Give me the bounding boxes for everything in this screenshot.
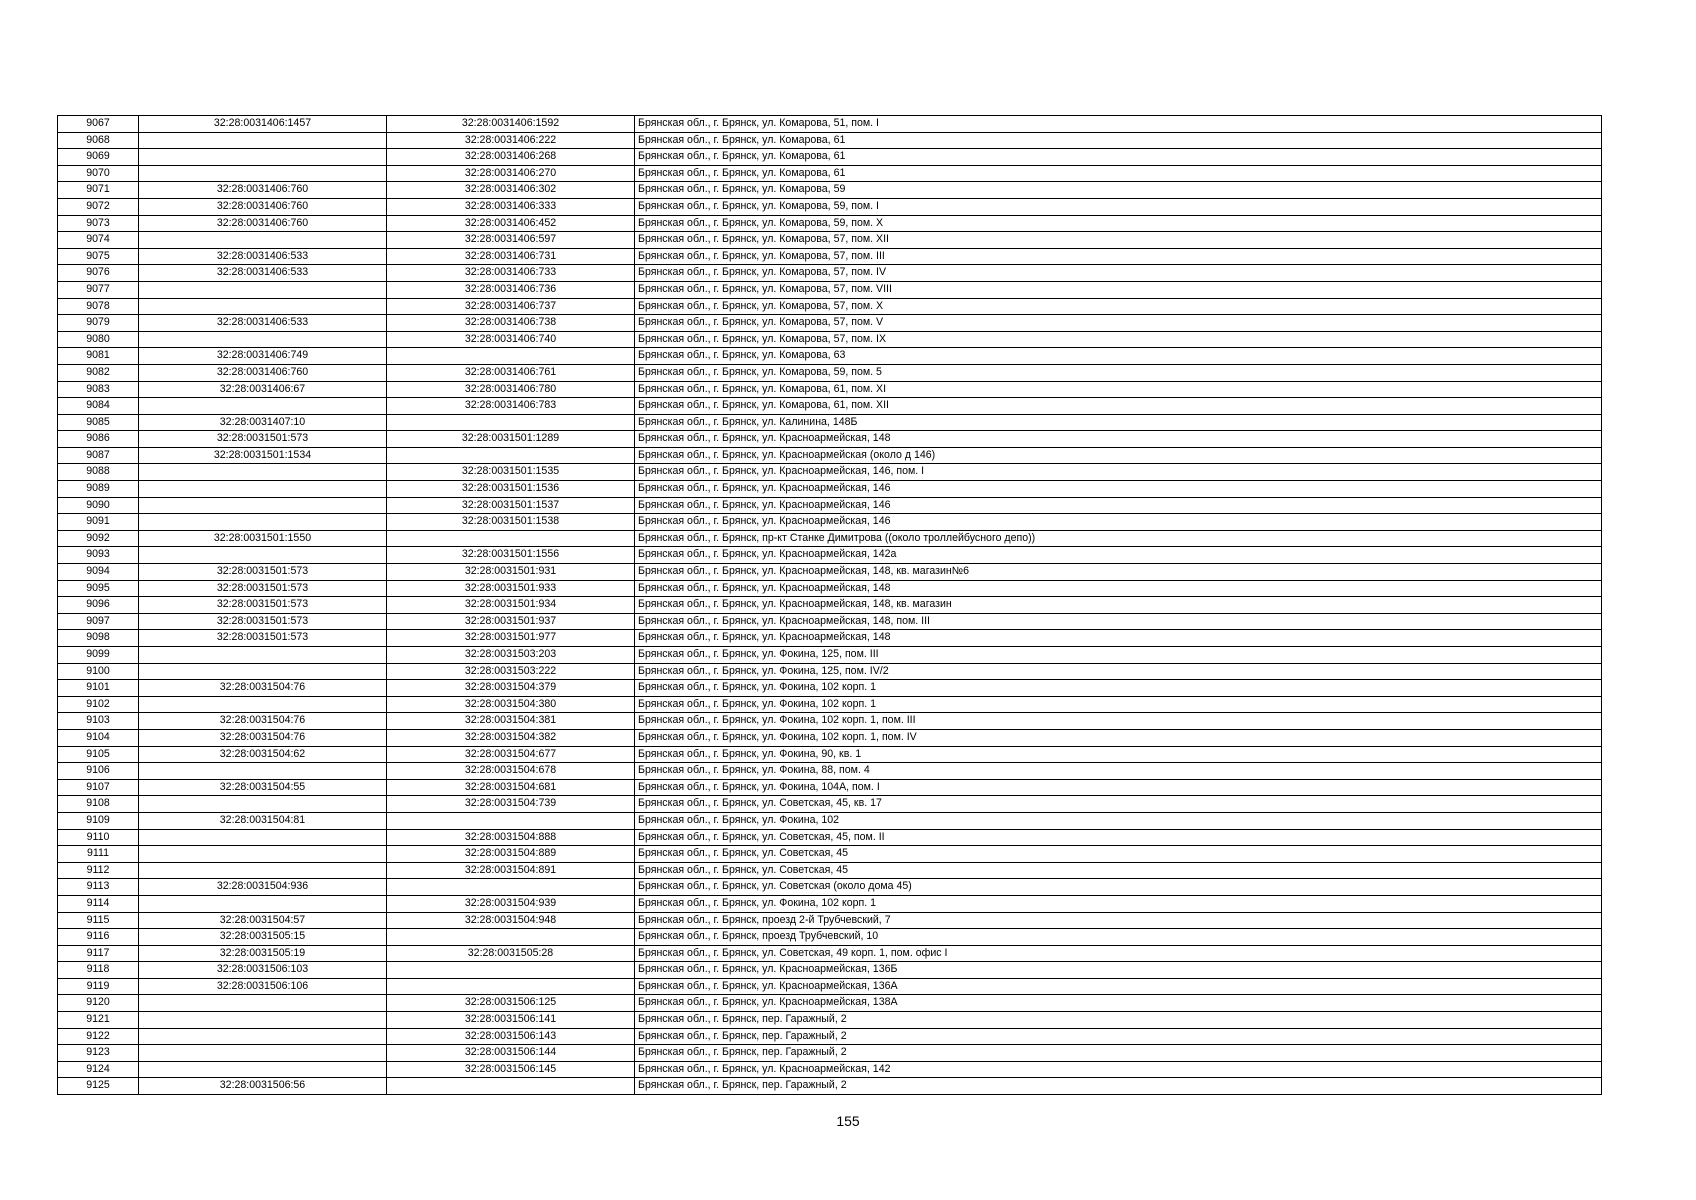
parcel-cadastral-cell: 32:28:0031504:76 [139,680,387,697]
parcel-cadastral-cell: 32:28:0031501:1534 [139,447,387,464]
row-number-cell: 9102 [58,696,139,713]
parcel-cadastral-cell: 32:28:0031406:760 [139,215,387,232]
row-number-cell: 9115 [58,912,139,929]
table-row [58,514,1602,531]
row-number-cell: 9092 [58,530,139,547]
table-row [58,381,1602,398]
address-cell: Брянская обл., г. Брянск, ул. Советская, 45, пом. II [635,829,1602,846]
object-cadastral-cell: 32:28:0031406:783 [387,398,635,415]
address-cell: Брянская обл., г. Брянск, ул. Советская, 45, кв. 17 [635,796,1602,813]
object-cadastral-cell: 32:28:0031504:678 [387,763,635,780]
parcel-cadastral-cell [139,895,387,912]
table-row [58,846,1602,863]
table-row [58,879,1602,896]
object-cadastral-cell: 32:28:0031504:939 [387,895,635,912]
parcel-cadastral-cell [139,298,387,315]
row-number-cell: 9118 [58,962,139,979]
table-row [58,132,1602,149]
parcel-cadastral-cell: 32:28:0031501:573 [139,580,387,597]
parcel-cadastral-cell: 32:28:0031504:76 [139,713,387,730]
parcel-cadastral-cell [139,663,387,680]
address-cell: Брянская обл., г. Брянск, пер. Гаражный, 2 [635,1045,1602,1062]
parcel-cadastral-cell: 32:28:0031501:573 [139,597,387,614]
parcel-cadastral-cell [139,796,387,813]
page-number: 155 [836,1113,860,1129]
parcel-cadastral-cell [139,232,387,249]
row-number-cell: 9078 [58,298,139,315]
parcel-cadastral-cell: 32:28:0031504:936 [139,879,387,896]
table-row [58,547,1602,564]
object-cadastral-cell: 32:28:0031501:931 [387,564,635,581]
object-cadastral-cell: 32:28:0031406:270 [387,165,635,182]
parcel-cadastral-cell [139,132,387,149]
address-cell: Брянская обл., г. Брянск, пр-кт Станке Димитрова ((около троллейбусного депо)) [635,530,1602,547]
row-number-cell: 9106 [58,763,139,780]
parcel-cadastral-cell [139,149,387,166]
parcel-cadastral-cell: 32:28:0031406:760 [139,198,387,215]
table-row [58,530,1602,547]
row-number-cell: 9074 [58,232,139,249]
table-row [58,165,1602,182]
address-cell: Брянская обл., г. Брянск, ул. Комарова, 59, пом. 5 [635,364,1602,381]
row-number-cell: 9103 [58,713,139,730]
address-cell: Брянская обл., г. Брянск, ул. Комарова, 59, пом. X [635,215,1602,232]
object-cadastral-cell: 32:28:0031406:736 [387,281,635,298]
address-cell: Брянская обл., г. Брянск, ул. Красноармейская, 146 [635,481,1602,498]
parcel-cadastral-cell: 32:28:0031406:760 [139,364,387,381]
table-row [58,1028,1602,1045]
object-cadastral-cell: 32:28:0031406:780 [387,381,635,398]
address-cell: Брянская обл., г. Брянск, ул. Красноармейская, 148 [635,431,1602,448]
parcel-cadastral-cell [139,1028,387,1045]
address-cell: Брянская обл., г. Брянск, ул. Комарова, 61, пом. XII [635,398,1602,415]
parcel-cadastral-cell: 32:28:0031406:760 [139,182,387,199]
address-cell: Брянская обл., г. Брянск, ул. Советская, 45 [635,862,1602,879]
address-cell: Брянская обл., г. Брянск, ул. Комарова, 57, пом. IV [635,265,1602,282]
row-number-cell: 9108 [58,796,139,813]
address-cell: Брянская обл., г. Брянск, ул. Комарова, 61 [635,165,1602,182]
object-cadastral-cell [387,414,635,431]
row-number-cell: 9114 [58,895,139,912]
row-number-cell: 9067 [58,116,139,133]
address-cell: Брянская обл., г. Брянск, ул. Комарова, 51, пом. I [635,116,1602,133]
address-cell: Брянская обл., г. Брянск, ул. Комарова, 59, пом. I [635,198,1602,215]
table-row [58,1045,1602,1062]
table-row [58,149,1602,166]
object-cadastral-cell: 32:28:0031501:1537 [387,497,635,514]
address-cell: Брянская обл., г. Брянск, ул. Фокина, 102 корп. 1 [635,895,1602,912]
table-row [58,962,1602,979]
object-cadastral-cell: 32:28:0031501:1289 [387,431,635,448]
parcel-cadastral-cell [139,862,387,879]
address-cell: Брянская обл., г. Брянск, пер. Гаражный, 2 [635,1078,1602,1095]
address-cell: Брянская обл., г. Брянск, ул. Комарова, 57, пом. III [635,248,1602,265]
row-number-cell: 9068 [58,132,139,149]
parcel-cadastral-cell: 32:28:0031406:749 [139,348,387,365]
row-number-cell: 9087 [58,447,139,464]
registry-table [57,115,1602,1095]
parcel-cadastral-cell [139,696,387,713]
parcel-cadastral-cell: 32:28:0031504:81 [139,812,387,829]
table-row [58,597,1602,614]
address-cell: Брянская обл., г. Брянск, ул. Комарова, 57, пом. X [635,298,1602,315]
object-cadastral-cell: 32:28:0031406:761 [387,364,635,381]
object-cadastral-cell: 32:28:0031406:733 [387,265,635,282]
object-cadastral-cell: 32:28:0031501:934 [387,597,635,614]
address-cell: Брянская обл., г. Брянск, ул. Фокина, 102 корп. 1, пом. III [635,713,1602,730]
address-cell: Брянская обл., г. Брянск, ул. Фокина, 104А, пом. I [635,779,1602,796]
object-cadastral-cell: 32:28:0031504:891 [387,862,635,879]
row-number-cell: 9113 [58,879,139,896]
parcel-cadastral-cell [139,763,387,780]
address-cell: Брянская обл., г. Брянск, ул. Фокина, 125, пом. IV/2 [635,663,1602,680]
parcel-cadastral-cell [139,398,387,415]
address-cell: Брянская обл., г. Брянск, проезд Трубчевский, 10 [635,929,1602,946]
parcel-cadastral-cell: 32:28:0031504:62 [139,746,387,763]
parcel-cadastral-cell [139,165,387,182]
table-row [58,198,1602,215]
row-number-cell: 9071 [58,182,139,199]
address-cell: Брянская обл., г. Брянск, ул. Советская (около дома 45) [635,879,1602,896]
object-cadastral-cell [387,447,635,464]
object-cadastral-cell: 32:28:0031406:597 [387,232,635,249]
row-number-cell: 9098 [58,630,139,647]
parcel-cadastral-cell: 32:28:0031501:1550 [139,530,387,547]
address-cell: Брянская обл., г. Брянск, ул. Комарова, 57, пом. VIII [635,281,1602,298]
parcel-cadastral-cell: 32:28:0031504:55 [139,779,387,796]
parcel-cadastral-cell: 32:28:0031505:15 [139,929,387,946]
address-cell: Брянская обл., г. Брянск, ул. Советская, 45 [635,846,1602,863]
address-cell: Брянская обл., г. Брянск, ул. Красноармейская (около д 146) [635,447,1602,464]
object-cadastral-cell: 32:28:0031504:379 [387,680,635,697]
table-row [58,895,1602,912]
row-number-cell: 9104 [58,729,139,746]
object-cadastral-cell: 32:28:0031504:381 [387,713,635,730]
parcel-cadastral-cell: 32:28:0031406:533 [139,315,387,332]
table-row [58,1012,1602,1029]
object-cadastral-cell [387,812,635,829]
parcel-cadastral-cell: 32:28:0031501:573 [139,630,387,647]
table-row [58,912,1602,929]
row-number-cell: 9076 [58,265,139,282]
row-number-cell: 9096 [58,597,139,614]
row-number-cell: 9117 [58,945,139,962]
object-cadastral-cell: 32:28:0031504:382 [387,729,635,746]
object-cadastral-cell [387,978,635,995]
address-cell: Брянская обл., г. Брянск, ул. Фокина, 102 корп. 1 [635,680,1602,697]
table-row [58,315,1602,332]
parcel-cadastral-cell [139,829,387,846]
table-row [58,116,1602,133]
object-cadastral-cell: 32:28:0031501:1535 [387,464,635,481]
table-row [58,298,1602,315]
parcel-cadastral-cell: 32:28:0031406:533 [139,265,387,282]
row-number-cell: 9123 [58,1045,139,1062]
address-cell: Брянская обл., г. Брянск, ул. Комарова, 57, пом. XII [635,232,1602,249]
object-cadastral-cell: 32:28:0031506:141 [387,1012,635,1029]
parcel-cadastral-cell [139,1012,387,1029]
address-cell: Брянская обл., г. Брянск, ул. Комарова, 57, пом. IX [635,331,1602,348]
object-cadastral-cell: 32:28:0031501:977 [387,630,635,647]
table-row [58,995,1602,1012]
row-number-cell: 9091 [58,514,139,531]
object-cadastral-cell: 32:28:0031504:681 [387,779,635,796]
object-cadastral-cell [387,530,635,547]
address-cell: Брянская обл., г. Брянск, ул. Фокина, 102 корп. 1 [635,696,1602,713]
address-cell: Брянская обл., г. Брянск, ул. Фокина, 125, пом. III [635,647,1602,664]
object-cadastral-cell: 32:28:0031501:1538 [387,514,635,531]
table-row [58,182,1602,199]
address-cell: Брянская обл., г. Брянск, ул. Комарова, 61 [635,149,1602,166]
address-cell: Брянская обл., г. Брянск, ул. Красноармейская, 136Б [635,962,1602,979]
object-cadastral-cell: 32:28:0031506:145 [387,1061,635,1078]
row-number-cell: 9122 [58,1028,139,1045]
parcel-cadastral-cell [139,331,387,348]
address-cell: Брянская обл., г. Брянск, ул. Советская, 49 корп. 1, пом. офис I [635,945,1602,962]
row-number-cell: 9082 [58,364,139,381]
address-cell: Брянская обл., г. Брянск, ул. Фокина, 90, кв. 1 [635,746,1602,763]
row-number-cell: 9070 [58,165,139,182]
row-number-cell: 9107 [58,779,139,796]
address-cell: Брянская обл., г. Брянск, ул. Красноармейская, 142а [635,547,1602,564]
table-row [58,398,1602,415]
address-cell: Брянская обл., г. Брянск, ул. Красноармейская, 136А [635,978,1602,995]
table-row [58,364,1602,381]
parcel-cadastral-cell: 32:28:0031504:76 [139,729,387,746]
object-cadastral-cell: 32:28:0031406:740 [387,331,635,348]
object-cadastral-cell: 32:28:0031503:203 [387,647,635,664]
object-cadastral-cell: 32:28:0031406:452 [387,215,635,232]
object-cadastral-cell: 32:28:0031501:937 [387,613,635,630]
parcel-cadastral-cell: 32:28:0031407:10 [139,414,387,431]
table-row [58,232,1602,249]
row-number-cell: 9089 [58,481,139,498]
object-cadastral-cell: 32:28:0031501:1536 [387,481,635,498]
object-cadastral-cell: 32:28:0031506:143 [387,1028,635,1045]
row-number-cell: 9075 [58,248,139,265]
address-cell: Брянская обл., г. Брянск, ул. Красноармейская, 138А [635,995,1602,1012]
table-row [58,663,1602,680]
parcel-cadastral-cell [139,464,387,481]
parcel-cadastral-cell: 32:28:0031506:106 [139,978,387,995]
table-row [58,481,1602,498]
table-row [58,281,1602,298]
row-number-cell: 9116 [58,929,139,946]
address-cell: Брянская обл., г. Брянск, ул. Красноармейская, 148 [635,580,1602,597]
address-cell: Брянская обл., г. Брянск, ул. Красноармейская, 142 [635,1061,1602,1078]
row-number-cell: 9081 [58,348,139,365]
object-cadastral-cell: 32:28:0031406:738 [387,315,635,332]
table-row [58,630,1602,647]
row-number-cell: 9080 [58,331,139,348]
object-cadastral-cell [387,348,635,365]
object-cadastral-cell: 32:28:0031406:333 [387,198,635,215]
parcel-cadastral-cell: 32:28:0031501:573 [139,564,387,581]
table-row [58,497,1602,514]
address-cell: Брянская обл., г. Брянск, ул. Комарова, 61 [635,132,1602,149]
table-row [58,929,1602,946]
table-row [58,447,1602,464]
parcel-cadastral-cell: 32:28:0031406:67 [139,381,387,398]
row-number-cell: 9120 [58,995,139,1012]
row-number-cell: 9112 [58,862,139,879]
row-number-cell: 9119 [58,978,139,995]
address-cell: Брянская обл., г. Брянск, проезд 2-й Трубчевский, 7 [635,912,1602,929]
address-cell: Брянская обл., г. Брянск, ул. Красноармейская, 148, кв. магазин№6 [635,564,1602,581]
address-cell: Брянская обл., г. Брянск, ул. Фокина, 102 корп. 1, пом. IV [635,729,1602,746]
table-row [58,414,1602,431]
parcel-cadastral-cell: 32:28:0031506:103 [139,962,387,979]
parcel-cadastral-cell [139,647,387,664]
parcel-cadastral-cell: 32:28:0031505:19 [139,945,387,962]
address-cell: Брянская обл., г. Брянск, ул. Красноармейская, 148, пом. III [635,613,1602,630]
table-row [58,680,1602,697]
row-number-cell: 9110 [58,829,139,846]
row-number-cell: 9099 [58,647,139,664]
row-number-cell: 9111 [58,846,139,863]
object-cadastral-cell: 32:28:0031505:28 [387,945,635,962]
parcel-cadastral-cell [139,1061,387,1078]
table-row [58,779,1602,796]
object-cadastral-cell: 32:28:0031506:125 [387,995,635,1012]
parcel-cadastral-cell [139,481,387,498]
parcel-cadastral-cell [139,846,387,863]
address-cell: Брянская обл., г. Брянск, ул. Красноармейская, 146 [635,514,1602,531]
row-number-cell: 9077 [58,281,139,298]
table-row [58,564,1602,581]
parcel-cadastral-cell [139,497,387,514]
parcel-cadastral-cell [139,514,387,531]
object-cadastral-cell: 32:28:0031504:889 [387,846,635,863]
table-row [58,580,1602,597]
parcel-cadastral-cell: 32:28:0031506:56 [139,1078,387,1095]
table-row [58,978,1602,995]
table-row [58,215,1602,232]
row-number-cell: 9105 [58,746,139,763]
parcel-cadastral-cell: 32:28:0031504:57 [139,912,387,929]
row-number-cell: 9086 [58,431,139,448]
address-cell: Брянская обл., г. Брянск, ул. Красноармейская, 146 [635,497,1602,514]
object-cadastral-cell [387,879,635,896]
table-row [58,862,1602,879]
parcel-cadastral-cell [139,1045,387,1062]
row-number-cell: 9073 [58,215,139,232]
object-cadastral-cell: 32:28:0031504:888 [387,829,635,846]
address-cell: Брянская обл., г. Брянск, пер. Гаражный, 2 [635,1028,1602,1045]
table-row [58,746,1602,763]
address-cell: Брянская обл., г. Брянск, ул. Комарова, 59 [635,182,1602,199]
object-cadastral-cell: 32:28:0031406:737 [387,298,635,315]
table-row [58,248,1602,265]
table-row [58,829,1602,846]
address-cell: Брянская обл., г. Брянск, ул. Фокина, 102 [635,812,1602,829]
table-row [58,713,1602,730]
table-row [58,464,1602,481]
object-cadastral-cell: 32:28:0031501:933 [387,580,635,597]
object-cadastral-cell: 32:28:0031503:222 [387,663,635,680]
address-cell: Брянская обл., г. Брянск, ул. Комарова, 61, пом. XI [635,381,1602,398]
row-number-cell: 9109 [58,812,139,829]
row-number-cell: 9072 [58,198,139,215]
table-row [58,431,1602,448]
object-cadastral-cell: 32:28:0031406:731 [387,248,635,265]
object-cadastral-cell: 32:28:0031504:380 [387,696,635,713]
row-number-cell: 9069 [58,149,139,166]
object-cadastral-cell: 32:28:0031406:302 [387,182,635,199]
parcel-cadastral-cell: 32:28:0031406:1457 [139,116,387,133]
address-cell: Брянская обл., г. Брянск, ул. Калинина, 148Б [635,414,1602,431]
object-cadastral-cell [387,1078,635,1095]
table-row [58,331,1602,348]
row-number-cell: 9093 [58,547,139,564]
row-number-cell: 9085 [58,414,139,431]
row-number-cell: 9097 [58,613,139,630]
row-number-cell: 9084 [58,398,139,415]
address-cell: Брянская обл., г. Брянск, ул. Красноармейская, 146, пом. I [635,464,1602,481]
address-cell: Брянская обл., г. Брянск, ул. Красноармейская, 148, кв. магазин [635,597,1602,614]
object-cadastral-cell: 32:28:0031406:222 [387,132,635,149]
object-cadastral-cell: 32:28:0031506:144 [387,1045,635,1062]
parcel-cadastral-cell: 32:28:0031501:573 [139,613,387,630]
row-number-cell: 9088 [58,464,139,481]
row-number-cell: 9083 [58,381,139,398]
table-row [58,647,1602,664]
table-row [58,265,1602,282]
row-number-cell: 9121 [58,1012,139,1029]
table-row [58,796,1602,813]
table-row [58,696,1602,713]
object-cadastral-cell [387,962,635,979]
object-cadastral-cell: 32:28:0031501:1556 [387,547,635,564]
row-number-cell: 9079 [58,315,139,332]
object-cadastral-cell: 32:28:0031504:677 [387,746,635,763]
address-cell: Брянская обл., г. Брянск, ул. Фокина, 88, пом. 4 [635,763,1602,780]
parcel-cadastral-cell: 32:28:0031501:573 [139,431,387,448]
object-cadastral-cell [387,929,635,946]
row-number-cell: 9094 [58,564,139,581]
row-number-cell: 9125 [58,1078,139,1095]
table-row [58,348,1602,365]
address-cell: Брянская обл., г. Брянск, ул. Комарова, 57, пом. V [635,315,1602,332]
parcel-cadastral-cell: 32:28:0031406:533 [139,248,387,265]
table-row [58,729,1602,746]
table-row [58,613,1602,630]
row-number-cell: 9124 [58,1061,139,1078]
table-row [58,1061,1602,1078]
registry-table-body [58,116,1602,1095]
address-cell: Брянская обл., г. Брянск, ул. Комарова, 63 [635,348,1602,365]
parcel-cadastral-cell [139,547,387,564]
table-row [58,763,1602,780]
object-cadastral-cell: 32:28:0031504:739 [387,796,635,813]
parcel-cadastral-cell [139,281,387,298]
object-cadastral-cell: 32:28:0031406:268 [387,149,635,166]
row-number-cell: 9095 [58,580,139,597]
address-cell: Брянская обл., г. Брянск, ул. Красноармейская, 148 [635,630,1602,647]
table-row [58,1078,1602,1095]
object-cadastral-cell: 32:28:0031504:948 [387,912,635,929]
table-row [58,812,1602,829]
row-number-cell: 9100 [58,663,139,680]
object-cadastral-cell: 32:28:0031406:1592 [387,116,635,133]
row-number-cell: 9101 [58,680,139,697]
address-cell: Брянская обл., г. Брянск, пер. Гаражный, 2 [635,1012,1602,1029]
row-number-cell: 9090 [58,497,139,514]
table-row [58,945,1602,962]
parcel-cadastral-cell [139,995,387,1012]
